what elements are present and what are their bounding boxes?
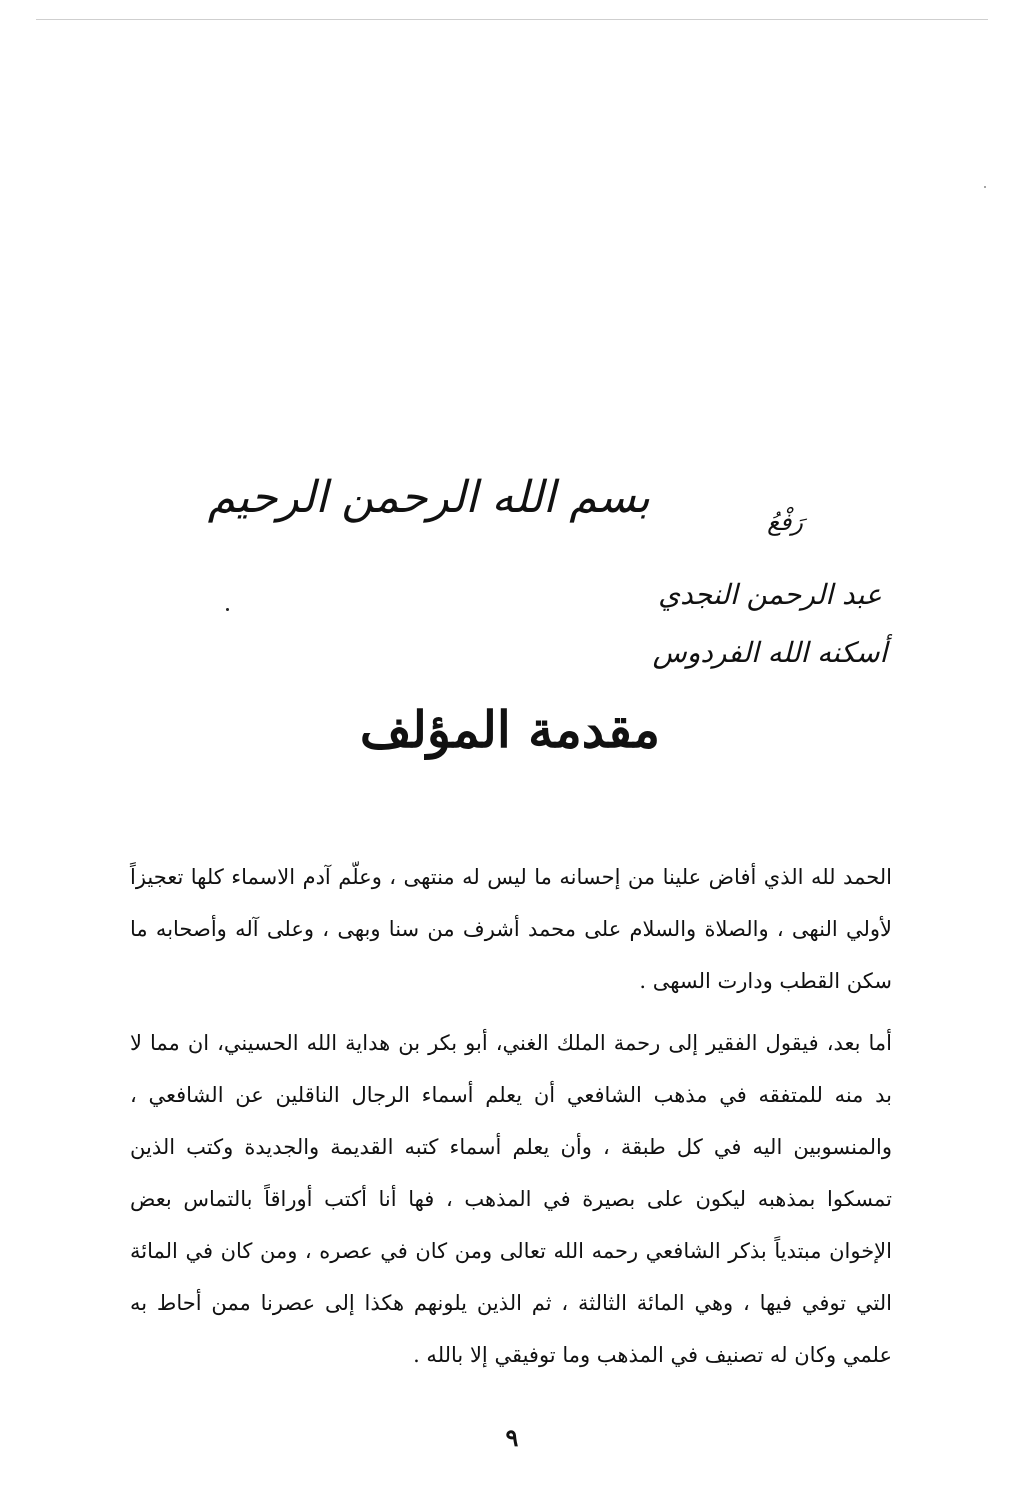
- scan-speck: [984, 186, 986, 188]
- stamp-name-line: عبد الرحمن النجدي: [658, 578, 882, 611]
- scan-speck: [226, 608, 229, 611]
- section-title: مقدمة المؤلف: [359, 700, 661, 759]
- stamp-raqm: رَفْعُ: [767, 508, 803, 536]
- body-paragraph: الحمد لله الذي أفاض علينا من إحسانه ما ليس له منتهى ، وعلّم آدم الاسماء كلها تعجيزاً لأولي النهى ، والصلاة والسلام على محمد أشرف من سنا وبهى ، وعلى آله وأصحابه ما سكن القطب ودارت السهى .: [130, 865, 892, 993]
- stamp-prayer-line: أسكنه الله الفردوس: [652, 636, 888, 669]
- page-number: ٩: [505, 1423, 519, 1452]
- body-paragraph: أما بعد، فيقول الفقير إلى رحمة الملك الغني، أبو بكر بن هداية الله الحسيني، ان مما لا بد منه للمتفقه في مذهب الشافعي أن يعلم أسماء الرجال الناقلين عن الشافعي ، والمنسوبين اليه في كل طبقة ، وأن يعلم أسماء كتبه القديمة والجديدة وكتب الذين تمسكوا بمذهبه ليكون على بصيرة في المذهب ، فها أنا أكتب أوراقاً بالتماس بعض الإخوان مبتدياً بذكر الشافعي رحمه الله تعالى ومن كان في عصره ، ومن كان في المائة التي توفي فيها ، وهي المائة الثالثة ، ثم الذين يلونهم هكذا إلى عصرنا ممن أحاط به علمي وكان له تصنيف في المذهب وما توفيقي إلا بالله .: [130, 1031, 892, 1367]
- top-rule: [36, 19, 988, 20]
- basmala-heading: بسم الله الرحمن الرحيم: [207, 472, 650, 523]
